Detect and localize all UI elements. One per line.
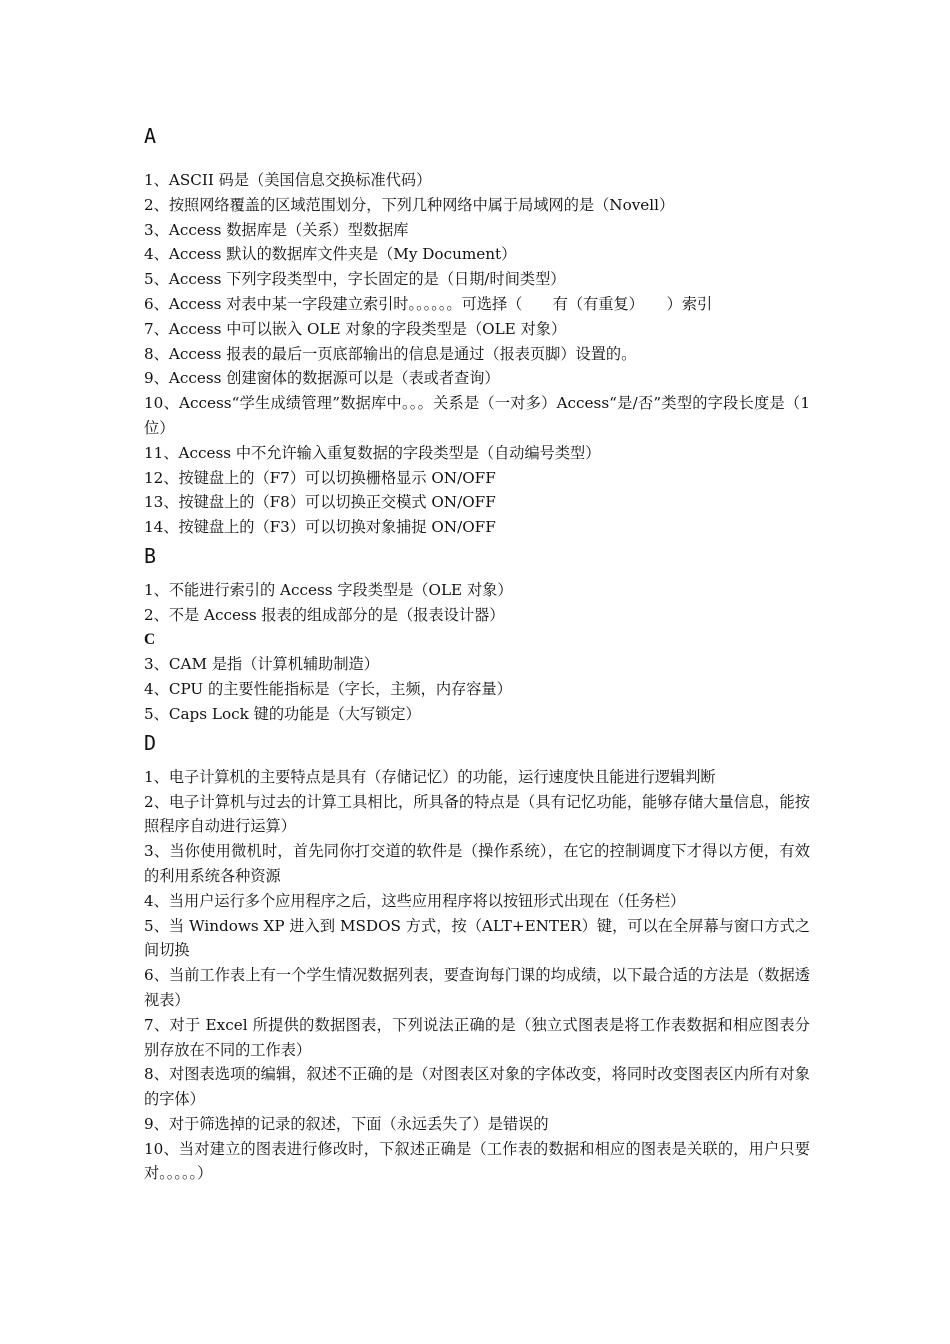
list-item: 1、不能进行索引的 Access 字段类型是（OLE 对象）: [144, 580, 513, 599]
section-a-list: [144, 168, 810, 540]
list-item: 13、按键盘上的（F8）可以切换正交模式 ON/OFF: [144, 493, 496, 512]
list-item: 2、电子计算机与过去的计算工具相比，所具备的特点是（具有记忆功能，能够存储大量信息，能按照程序自动进行运算）: [144, 792, 810, 836]
list-item: 7、对于 Excel 所提供的数据图表，下列说法正确的是（独立式图表是将工作表数据和相应图表分别存放在不同的工作表）: [144, 1015, 810, 1059]
list-item: 3、Access 数据库是（关系）型数据库: [144, 220, 409, 239]
list-item: 9、对于筛选掉的记录的叙述，下面（永远丢失了）是错误的: [144, 1114, 549, 1133]
list-item: 12、按键盘上的（F7）可以切换栅格显示 ON/OFF: [144, 468, 496, 487]
list-item: 4、当用户运行多个应用程序之后，这些应用程序将以按钮形式出现在（任务栏）: [144, 891, 686, 910]
list-item: 5、当 Windows XP 进入到 MSDOS 方式，按（ALT+ENTER）键，可以在全屏幕与窗口方式之间切换: [144, 916, 810, 960]
list-item: 2、按照网络覆盖的区域范围划分，下列几种网络中属于局域网的是（Novell）: [144, 195, 675, 214]
list-item: 11、Access 中不允许输入重复数据的字段类型是（自动编号类型）: [144, 443, 601, 462]
section-heading-a: A: [144, 124, 157, 148]
list-item: 5、Access 下列字段类型中，字长固定的是（日期/时间类型）: [144, 270, 566, 289]
list-item: 6、Access 对表中某一字段建立索引时。。。。。。可选择（ 有（有重复） ）索引: [144, 294, 713, 313]
list-item: 4、Access 默认的数据库文件夹是（My Document）: [144, 245, 517, 264]
list-item: 8、Access 报表的最后一页底部输出的信息是通过（报表页脚）设置的。: [144, 344, 637, 363]
section-c-list: [144, 652, 810, 726]
list-item: 1、电子计算机的主要特点是具有（存储记忆）的功能，运行速度快且能进行逻辑判断: [144, 767, 716, 786]
list-item: 9、Access 创建窗体的数据源可以是（表或者查询）: [144, 369, 500, 388]
list-item: 4、CPU 的主要性能指标是（字长，主频，内存容量）: [144, 680, 512, 699]
list-item: 10、当对建立的图表进行修改时，下叙述正确是（工作表的数据和相应的图表是关联的，用户只要对。。。。。）: [144, 1139, 810, 1183]
list-item: 14、按键盘上的（F3）可以切换对象捕捉 ON/OFF: [144, 518, 496, 537]
list-item: 5、Caps Lock 键的功能是（大写锁定）: [144, 704, 421, 723]
section-heading-b: B: [144, 543, 157, 568]
list-item: 1、ASCII 码是（美国信息交换标准代码）: [144, 171, 432, 189]
section-d-list: [144, 765, 810, 1187]
list-item: 2、不是 Access 报表的组成部分的是（报表设计器）: [144, 605, 505, 624]
list-item: 7、Access 中可以嵌入 OLE 对象的字段类型是（OLE 对象）: [144, 319, 567, 338]
list-item: 10、Access“学生成绩管理”数据库中。。。关系是（一对多）Access“是/否”类型的字段长度是（1 位）: [144, 394, 810, 437]
section-heading-d: D: [144, 730, 157, 755]
list-item: 3、CAM 是指（计算机辅助制造）: [144, 655, 379, 674]
section-b-list: [144, 578, 810, 628]
list-item: 6、当前工作表上有一个学生情况数据列表，要查询每门课的均成绩，以下最合适的方法是（数据透视表）: [144, 966, 810, 1009]
list-item: 8、对图表选项的编辑，叙述不正确的是（对图表区对象的字体改变，将同时改变图表区内所有对象的字体）: [144, 1065, 810, 1109]
section-heading-c: C: [144, 630, 156, 648]
document-page: [144, 118, 810, 1186]
list-item: 3、当你使用微机时，首先同你打交道的软件是（操作系统），在它的控制调度下才得以方便，有效的利用系统各种资源: [144, 842, 810, 885]
